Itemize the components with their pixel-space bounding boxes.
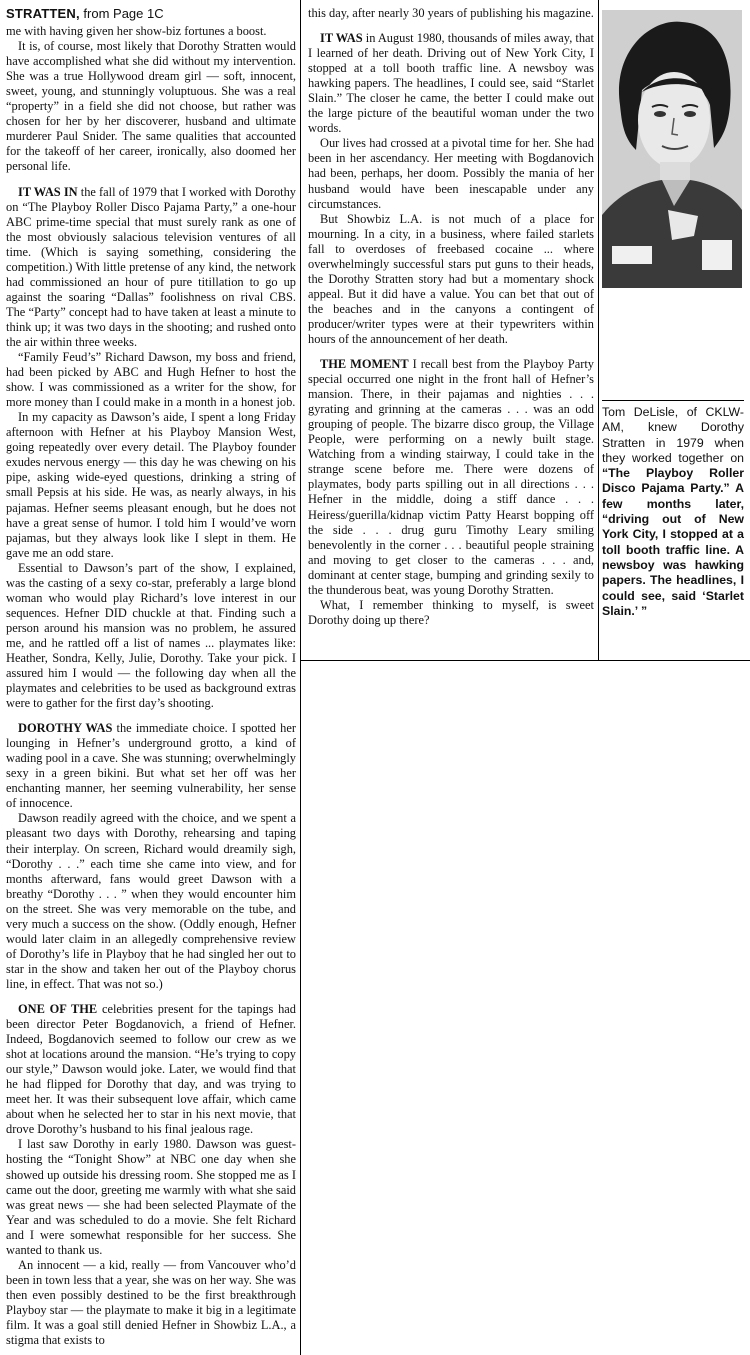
photo-column: [602, 6, 744, 619]
portrait-photo: [602, 10, 742, 288]
paragraph: But Showbiz L.A. is not much of a place for mourning. In a city, in a business, where failed starlets fall to overdoses of freebased cocaine ... where overwhelmingly successful stars put guns to their heads, the Dorothy Stratten story had but a momentary shock appeal. But it did have a value. You can bet that out of the beaches and in the canyons a contingent of producer/writer types were at their typewriters within hours of the announcement of her death.: [308, 211, 594, 346]
paragraph: What, I remember thinking to myself, is sweet Dorothy doing up there?: [308, 597, 594, 627]
paragraph: In my capacity as Dawson’s aide, I spent a long Friday afternoon with Hefner at his Playboy Mansion West, going repeatedly over every detail. The Playboy founder exudes nervous energy — this day he was chewing on his pipe, asking wide-eyed questions, drinking a string of small Pepsis at his side. He was, as nearly always, in his pajamas. Hefner seems pleasant enough, but he does not have a great sense of humor. I told him I would’ve worn pajamas, but they always look like I slept in them. He gave me an odd stare.: [6, 410, 296, 560]
bottom-rule: [300, 660, 750, 661]
column-rule-left: [300, 0, 301, 1355]
paragraph: An innocent — a kid, really — from Vancouver who’d been in town less that a year, she was on her way. She was then even possibly destined to be the first breakthrough Playboy star — the playmate to make it big in a legitimate film. It was a goal still denied Hefner in Showbiz L.A., a stigma that exists to: [6, 1257, 296, 1348]
caption-rule: [602, 400, 744, 401]
paragraph: I last saw Dorothy in early 1980. Dawson was guest-hosting the “Tonight Show” at NBC one day when she showed up outside his dressing room. She stopped me as I came out the door, greeting me warmly with what she said was great news — she had been selected Playmate of the Year and was scheduled to do a movie. She felt Richard and I were somewhat responsible for her success. She wanted to thank us.: [6, 1137, 296, 1257]
paragraph: Our lives had crossed at a pivotal time for her. She had been in her ascendancy. Her meeting with Bogdanovich had been, perhaps, her doom. Possibly the mania of her husband would have been inescapable under any circumstances.: [308, 136, 594, 211]
paragraph: IT WAS in August 1980, thousands of miles away, that I learned of her death. Driving out of New York City, I stopped at a toll booth traffic line. A newsboy was hawking papers. The headlines, I could see, said “Starlet Slain.” The closer he came, the better I could make out the large picture of the beautiful woman under the two words.: [308, 31, 595, 136]
paragraph: ONE OF THE celebrities present for the tapings had been director Peter Bogdanovich, a friend of Hefner. Indeed, Bogdanovich seemed to follow our crew as we shot at locations around the mansion. “He’s trying to copy our style,” Dawson would joke. Later, we would find that he had flipped for Dorothy that day, and was trying to meet her. It was their subsequent love affair, which came about when he selected her to star in his next movie, that drove Dorothy’s husband to his final jealous rage.: [6, 1002, 296, 1137]
article-column-1: [6, 6, 296, 1348]
paragraph: “Family Feud’s” Richard Dawson, my boss and friend, had been picked by ABC and Hugh Hefner to host the show. I was commissioned as a writer for the show, for more money than I could make in a month in a honest job.: [6, 350, 296, 410]
paragraph: Dawson readily agreed with the choice, and we spent a pleasant two days with Dorothy, rehearsing and taping their interplay. On screen, Richard would dreamily sigh, “Dorothy . . .” each time she came into view, and for months afterward, fans would greet Dawson with a breathy “Dorothy . . . ” when they would encounter him on the street. She was very memorable on the tube, and very much a success on the show. (Oddly enough, Hefner would later claim in an allegedly comprehensive review of Dorothy’s life in Playboy that he had singled her out to star in the show and taken her out of the Playboy chorus line, in effect. That was not so.): [6, 811, 296, 991]
paragraph: Essential to Dawson’s part of the show, I explained, was the casting of a sexy co-star, preferably a large blond woman who would play Richard’s love interest in our sequences. Hefner DID chuckle at that. Finding such a person around his mansion was no problem, he assured me, and he rattled off a list of names ... playmates like: Heather, Sondra, Kelly, Julie, Dorothy. Take your pick. I assured him I would — the following day when all the playmates and celebrities to be used as background extras were to gather for the first day’s shooting.: [6, 560, 296, 711]
paragraph: DOROTHY WAS the immediate choice. I spotted her lounging in Hefner’s underground grotto, a kind of wading pool in a cave. She was stunning; overwhelmingly sexy in a green bikini. But what set her off was her enchanting manner, her seeming vulnerability, her sense of innocence.: [6, 721, 296, 811]
jump-headline: STRATTEN, from Page 1C: [6, 6, 164, 21]
portrait-image: [602, 10, 742, 288]
article-column-2: [308, 6, 594, 628]
paragraph: this day, after nearly 30 years of publishing his magazine.: [308, 6, 594, 20]
photo-caption: Tom DeLisle, of CKLW-AM, knew Dorothy Stratten in 1979 when they worked together on “The Playboy Roller Disco Pajama Party.” A few months later, “driving out of New York City, I stopped at a toll booth traffic line. A newsboy was hawking papers. The headlines, I could see, said ‘Starlet Slain.’ ”: [602, 405, 744, 618]
paragraph: THE MOMENT I recall best from the Playboy Party special occurred one night in the front hall of Hefner’s mansion. There, in their pajamas and nighties . . . gyrating and grinning at the cameras . . . was an odd grouping of people. The bizarre disco group, the Village People, were performing on a newly built stage. Watching from a winding stairway, I could take in the strange scene before me. There were dozens of playmates, body parts spilling out in all directions . . . Hefner in the middle, doing a stiff dance . . . Heiress/guerilla/kidnap victim Patty Hearst bopping off the side . . . drug guru Timothy Leary smiling benevolently in the corner . . . beautiful people straining and moving to get closer to the cameras . . . and, dominant at center stage, bumping and grinding sexily to the thunderous beat, was young Dorothy Stratten.: [308, 357, 594, 597]
paragraph: me with having given her show-biz fortunes a boost.: [6, 24, 267, 39]
paragraph: IT WAS IN the fall of 1979 that I worked with Dorothy on “The Playboy Roller Disco Pajama Party,” a one-hour ABC prime-time special that must surely rank as one of the most obviously salacious television ventures of all time. (Which is saying something, considering the competition.) With little pretense of any kind, the network had commissioned an hour of pure titillation to go up against the soaring “Dallas” foolishness on rival CBS. The “Party” concept had to have taken at least a minute to think up; it was two days in the shooting; and rushed onto the air within three weeks.: [6, 184, 296, 349]
column-rule-right: [598, 0, 599, 660]
paragraph: It is, of course, most likely that Dorothy Stratten would have accomplished what she did without my intervention. She was a true Hollywood dream girl — soft, innocent, sweet, young, and stunningly voluptuous. She was a real “property” in a field she did not choose, but rather was chosen for her by her discoverer, husband and ultimate murderer Paul Snider. The same qualities that accounted for the takeoff of her career, ironically, also doomed her personal life.: [6, 39, 296, 174]
